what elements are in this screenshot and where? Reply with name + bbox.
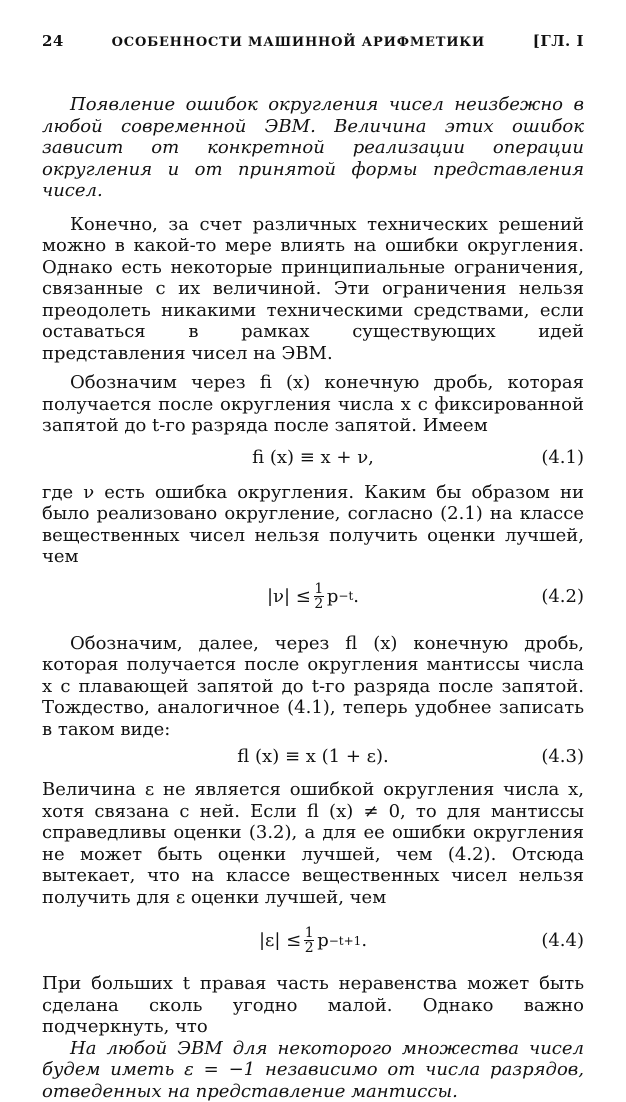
paragraph-4: где ν есть ошибка округления. Каким бы образом ни было реализовано округление, согласно (2.1) на классе вещественных чисел нельзя получить оценки лучшей, чем (42, 482, 584, 568)
formula-4-2-base: p (327, 586, 339, 607)
paragraph-8: На любой ЭВМ для некоторого множества чисел будем иметь ε = −1 независимо от числа разрядов, отведенных на представление мантиссы. (42, 1038, 584, 1102)
fraction-denominator: 2 (305, 941, 314, 955)
formula-4-2-period: . (353, 586, 359, 607)
page-number: 24 (42, 32, 64, 50)
formula-4-3 (42, 746, 584, 767)
formula-4-3-label: (4.3) (541, 746, 584, 767)
fraction-numerator: 1 (305, 926, 314, 940)
formula-4-4-left: |ε| ≤ (259, 930, 301, 951)
fraction-denominator: 2 (314, 597, 323, 611)
formula-4-2-label: (4.2) (541, 586, 584, 607)
fraction-numerator: 1 (314, 582, 323, 596)
paragraph-3: Обозначим через fi (x) конечную дробь, которая получается после округления числа x с фиксированной запятой до t-го разряда после запятой. Имеем (42, 372, 584, 437)
formula-4-4-base: p (317, 930, 329, 951)
formula-4-2-left: |ν| ≤ (267, 586, 311, 607)
running-header (42, 32, 584, 52)
formula-4-4-fraction (304, 926, 314, 955)
chapter-marker: [ГЛ. I (533, 32, 584, 50)
formula-4-2 (42, 582, 584, 611)
formula-4-4-period: . (361, 930, 367, 951)
formula-4-2-fraction (314, 582, 324, 611)
formula-4-1-expr: fi (x) ≡ x + ν, (252, 447, 374, 468)
paragraph-6: Величина ε не является ошибкой округления числа x, хотя связана с ней. Если fl (x) ≠ 0, то для мантиссы справедливы оценки (3.2), а для ее ошибки округления не может быть оценки лучшей, чем (4.2). Отсюда вытекает, что на классе вещественных чисел нельзя получить для ε оценки лучшей, чем (42, 779, 584, 908)
page (42, 32, 584, 1102)
formula-4-3-expr: fl (x) ≡ x (1 + ε). (237, 746, 388, 767)
formula-4-1-label: (4.1) (541, 447, 584, 468)
formula-4-2-exponent: −t (338, 589, 353, 603)
formula-4-4-exponent: −t+1 (329, 934, 362, 948)
paragraph-1: Появление ошибок округления чисел неизбежно в любой современной ЭВМ. Величина этих ошибок зависит от конкретной реализации операции округления и от принятой формы представления чисел. (42, 94, 584, 202)
formula-4-4 (42, 926, 584, 955)
running-title: ОСОБЕННОСТИ МАШИННОЙ АРИФМЕТИКИ (112, 35, 485, 50)
formula-4-1 (42, 447, 584, 468)
paragraph-2: Конечно, за счет различных технических решений можно в какой-то мере влиять на ошибки округления. Однако есть некоторые принципиальные ограничения, связанные с их величиной. Эти ограничения нельзя преодолеть никакими техническими средствами, если оставаться в рамках существующих идей представления чисел на ЭВМ. (42, 214, 584, 365)
paragraph-5: Обозначим, далее, через fl (x) конечную дробь, которая получается после округления мантиссы числа x с плавающей запятой до t-го разряда после запятой. Тождество, аналогичное (4.1), теперь удобнее записать в таком виде: (42, 633, 584, 741)
formula-4-4-label: (4.4) (541, 930, 584, 951)
paragraph-7: При больших t правая часть неравенства может быть сделана сколь угодно малой. Однако важно подчеркнуть, что (42, 973, 584, 1038)
